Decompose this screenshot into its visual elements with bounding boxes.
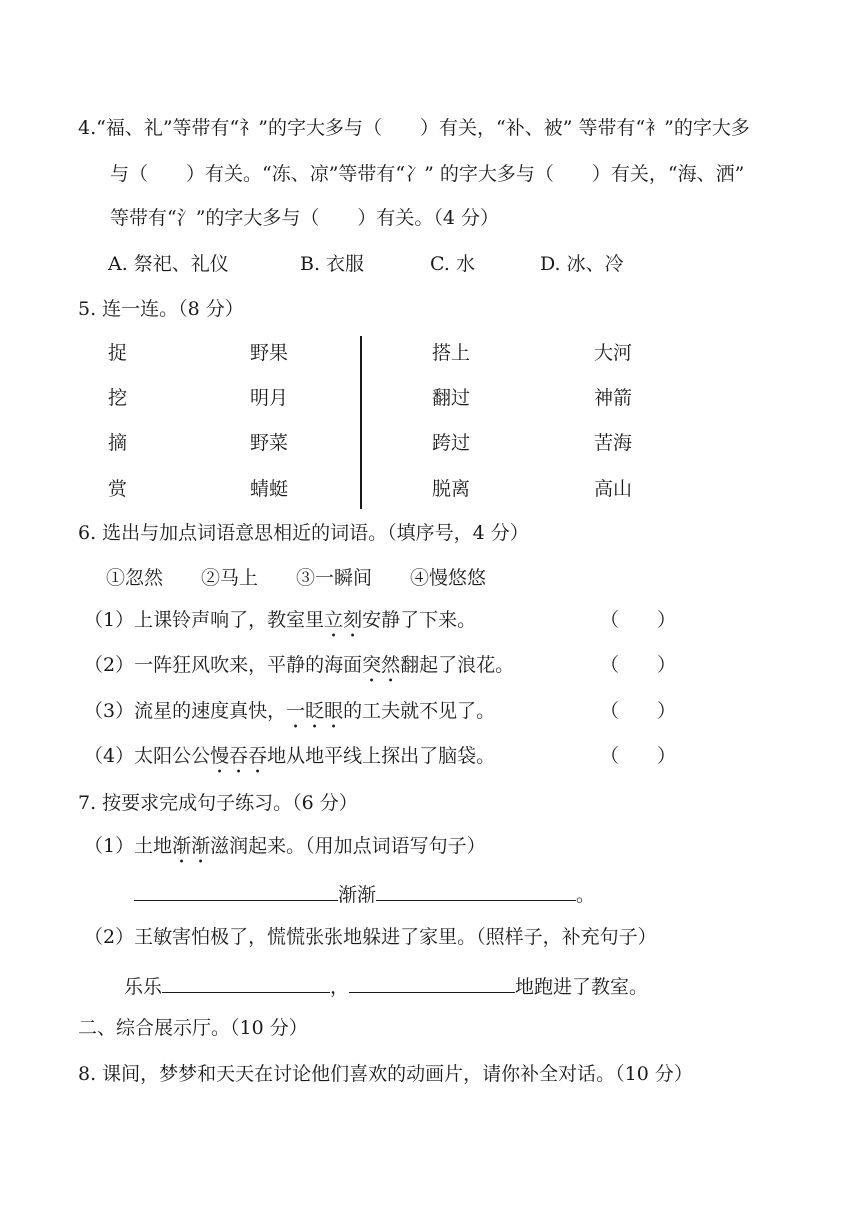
- q4-option-a: A. 祭祀、礼仪: [108, 253, 229, 275]
- q7-fill-end: 。: [576, 884, 596, 906]
- q4-line-2: 与（ ）有关。“冻、凉”等带有“冫” 的字大多与（ ）有关，“海、洒”: [110, 163, 745, 185]
- q8-title: 8. 课间，梦梦和天天在讨论他们喜欢的动画片，请你补全对话。（10 分）: [78, 1063, 693, 1085]
- fill-blank[interactable]: [162, 972, 330, 993]
- q7-item-num: （2）: [84, 926, 135, 948]
- q6-item-num: （3）: [84, 700, 135, 722]
- q6-choices: ①忽然 ②马上 ③一瞬间 ④慢悠悠: [106, 567, 487, 589]
- q7-dotted-word: 渐渐: [172, 835, 211, 857]
- q6-dotted-word: 慢吞吞: [210, 745, 268, 767]
- q5-left-verb: 赏: [108, 478, 128, 500]
- q4-line-3: 等带有“氵”的字大多与（ ）有关。（4 分）: [110, 207, 500, 229]
- q6-item: [84, 653, 514, 687]
- q6-answer-blank[interactable]: （ ）: [600, 745, 677, 767]
- q6-item: [84, 744, 495, 778]
- q5-right-verb: 脱离: [432, 478, 471, 500]
- q6-item-text: 的工夫就不见了。: [343, 700, 496, 722]
- q5-left-noun: 野果: [250, 342, 289, 364]
- q5-title: 5. 连一连。（8 分）: [78, 298, 244, 320]
- q7-item-num: （1）: [84, 835, 135, 857]
- q4-option-b: B. 衣服: [300, 253, 365, 275]
- q4-option-c: C. 水: [430, 253, 475, 275]
- q6-title: 6. 选出与加点词语意思相近的词语。（填序号，4 分）: [78, 522, 529, 544]
- q7-fill-line-2: [124, 972, 648, 999]
- q7-fill-word: 渐渐: [338, 884, 377, 906]
- q6-item-text: 太阳公公: [134, 745, 211, 767]
- q7-fill-comma: ，: [330, 976, 350, 998]
- q5-left-noun: 蜻蜓: [250, 478, 289, 500]
- q7-sentence-2: [84, 925, 657, 949]
- q5-divider: [360, 336, 362, 509]
- q4-line-1: 4.“福、礼”等带有“礻”的字大多与（ ）有关，“补、被” 等带有“衤”的字大多: [78, 117, 750, 139]
- q7-fill-line-1: [134, 880, 595, 907]
- q7-text: 滋润起来。（用加点词语写句子）: [210, 835, 486, 857]
- q5-right-noun: 大河: [594, 342, 633, 364]
- q4-option-d: D. 冰、冷: [540, 253, 624, 275]
- q6-item-text: 翻起了浪花。: [400, 654, 515, 676]
- q6-item-num: （2）: [84, 654, 135, 676]
- q6-item: [84, 699, 495, 733]
- q5-left-noun: 野菜: [250, 432, 289, 454]
- q6-item-text: 一阵狂风吹来，平静的海面: [134, 654, 363, 676]
- q7-fill-start: 乐乐: [124, 976, 163, 998]
- q6-answer-blank[interactable]: （ ）: [600, 700, 677, 722]
- q6-item-num: （4）: [84, 745, 135, 767]
- section-2-title: 二、综合展示厅。（10 分）: [78, 1017, 308, 1039]
- q6-item: [84, 608, 476, 642]
- q7-text: 土地: [134, 835, 173, 857]
- q5-right-noun: 神箭: [594, 387, 633, 409]
- q7-title: 7. 按要求完成句子练习。（6 分）: [78, 792, 358, 814]
- q5-left-verb: 捉: [108, 342, 128, 364]
- fill-blank[interactable]: [134, 880, 338, 901]
- q5-right-verb: 搭上: [432, 342, 471, 364]
- q7-sentence-1: [84, 834, 486, 868]
- q6-dotted-word: 突然: [362, 654, 401, 676]
- q5-left-noun: 明月: [250, 387, 289, 409]
- q5-left-verb: 挖: [108, 387, 128, 409]
- q6-answer-blank[interactable]: （ ）: [600, 609, 677, 631]
- fill-blank[interactable]: [376, 880, 576, 901]
- q6-item-text: 流星的速度真快，: [134, 700, 287, 722]
- q6-item-text: 上课铃声响了，教室里: [134, 609, 325, 631]
- q5-right-noun: 苦海: [594, 432, 633, 454]
- q5-right-noun: 高山: [594, 478, 633, 500]
- q6-dotted-word: 立刻: [324, 609, 363, 631]
- q6-item-text: 地从地平线上探出了脑袋。: [267, 745, 496, 767]
- q6-answer-blank[interactable]: （ ）: [600, 654, 677, 676]
- fill-blank[interactable]: [349, 972, 515, 993]
- q5-right-verb: 翻过: [432, 387, 471, 409]
- q6-dotted-word: 一眨眼: [286, 700, 344, 722]
- q6-item-text: 安静了下来。: [362, 609, 477, 631]
- q6-item-num: （1）: [84, 609, 135, 631]
- q7-text: 王敏害怕极了，慌慌张张地躲进了家里。（照样子，补充句子）: [134, 926, 657, 948]
- q5-right-verb: 跨过: [432, 432, 471, 454]
- q5-left-verb: 摘: [108, 432, 128, 454]
- q7-fill-end: 地跑进了教室。: [515, 976, 649, 998]
